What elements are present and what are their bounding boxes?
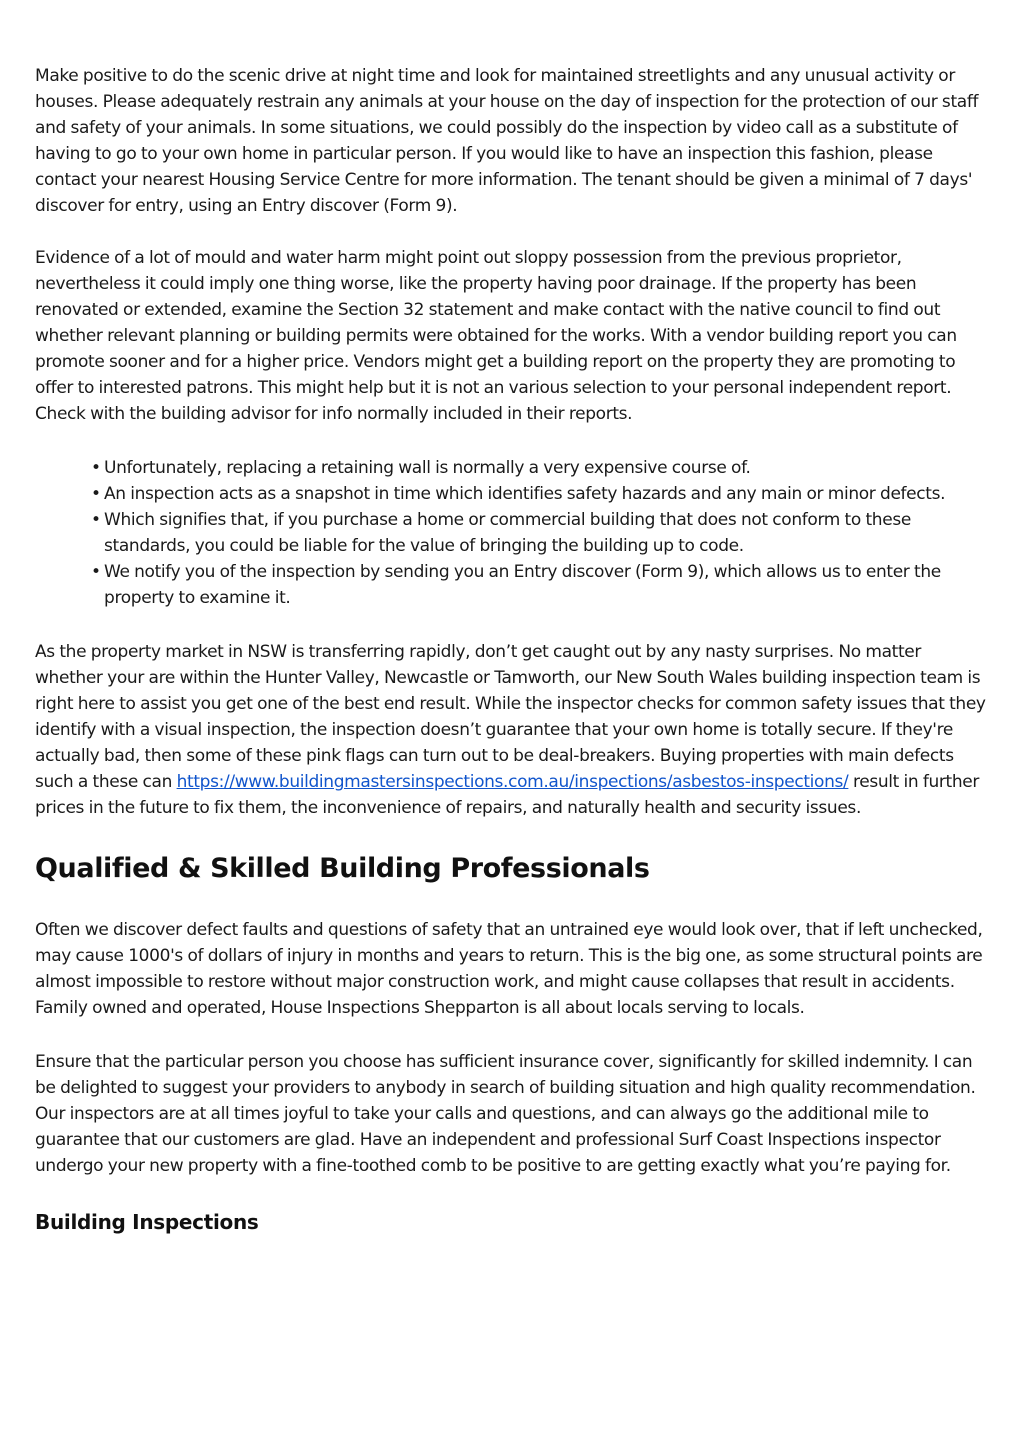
subsection-heading: Building Inspections bbox=[35, 1210, 259, 1234]
paragraph-insurance-cover: Ensure that the particular person you choose has sufficient insurance cover, significantly for skilled indemnity. I can be delighted to suggest your providers to anybody in search of building situation and high quality recommendation. Our inspectors are at all times joyful to take your calls and questions, and can always go the additional mile to guarantee that our customers are glad. Have an independent and professional Surf Coast Inspections inspector undergo your new property with a fine-toothed comb to be positive to are getting exactly what you’re paying for. bbox=[35, 1052, 976, 1176]
list-item: • Unfortunately, replacing a retaining wall is normally a very expensive course of. bbox=[91, 455, 990, 481]
list-item: • Which signifies that, if you purchase a home or commercial building that does not conform to these standards, you could be liable for the value of bringing the building up to code. bbox=[91, 507, 990, 559]
paragraph-mould-evidence: Evidence of a lot of mould and water harm might point out sloppy possession from the previous proprietor, nevertheless it could imply one thing worse, like the property having poor drainage. If the property has been renovated or extended, examine the Section 32 statement and make contact with the native council to find out whether relevant planning or building permits were obtained for the works. With a vendor building report you can promote sooner and for a higher price. Vendors might get a building report on the property they are promoting to offer to interested patrons. This might help but it is not an various selection to your personal independent report. Check with the building advisor for info normally included in their reports. bbox=[35, 248, 957, 424]
paragraph-property-market bbox=[35, 639, 990, 821]
paragraph-text-before-link: As the property market in NSW is transferring rapidly, don’t get caught out by any nasty surprises. No matter whether your are within the Hunter Valley, Newcastle or Tamworth, our New South Wales building inspection team is right here to assist you get one of the best end result. While the inspector checks for common safety issues that they identify with a visual inspection, the inspection doesn’t guarantee that your own home is totally secure. If they're actually bad, then some of these pink flags can turn out to be deal-breakers. Buying properties with main defects such a these can bbox=[35, 642, 986, 792]
list-item: • An inspection acts as a snapshot in time which identifies safety hazards and any main or minor defects. bbox=[91, 481, 990, 507]
asbestos-inspections-link[interactable]: https://www.buildingmastersinspections.com.au/inspections/asbestos-inspections/ bbox=[176, 772, 849, 792]
bullet-list bbox=[35, 455, 990, 611]
paragraph-defect-faults: Often we discover defect faults and questions of safety that an untrained eye would look over, that if left unchecked, may cause 1000's of dollars of injury in months and years to return. This is the big one, as some structural points are almost impossible to restore without major construction work, and might cause collapses that result in accidents. Family owned and operated, House Inspections Shepparton is all about locals serving to locals. bbox=[35, 920, 983, 1018]
section-heading: Qualified & Skilled Building Professionals bbox=[35, 853, 650, 884]
paragraph-text-after-link: result in further prices in the future to fix them, the inconvenience of repairs, and naturally health and security issues. bbox=[35, 772, 980, 818]
list-item: • We notify you of the inspection by sending you an Entry discover (Form 9), which allows us to enter the property to examine it. bbox=[91, 559, 990, 611]
paragraph-inspection-tips: Make positive to do the scenic drive at night time and look for maintained streetlights and any unusual activity or houses. Please adequately restrain any animals at your house on the day of inspection for the protection of our staff and safety of your animals. In some situations, we could possibly do the inspection by video call as a substitute of having to go to your own home in particular person. If you would like to have an inspection this fashion, please contact your nearest Housing Service Centre for more information. The tenant should be given a minimal of 7 days' discover for entry, using an Entry discover (Form 9). bbox=[35, 66, 979, 216]
